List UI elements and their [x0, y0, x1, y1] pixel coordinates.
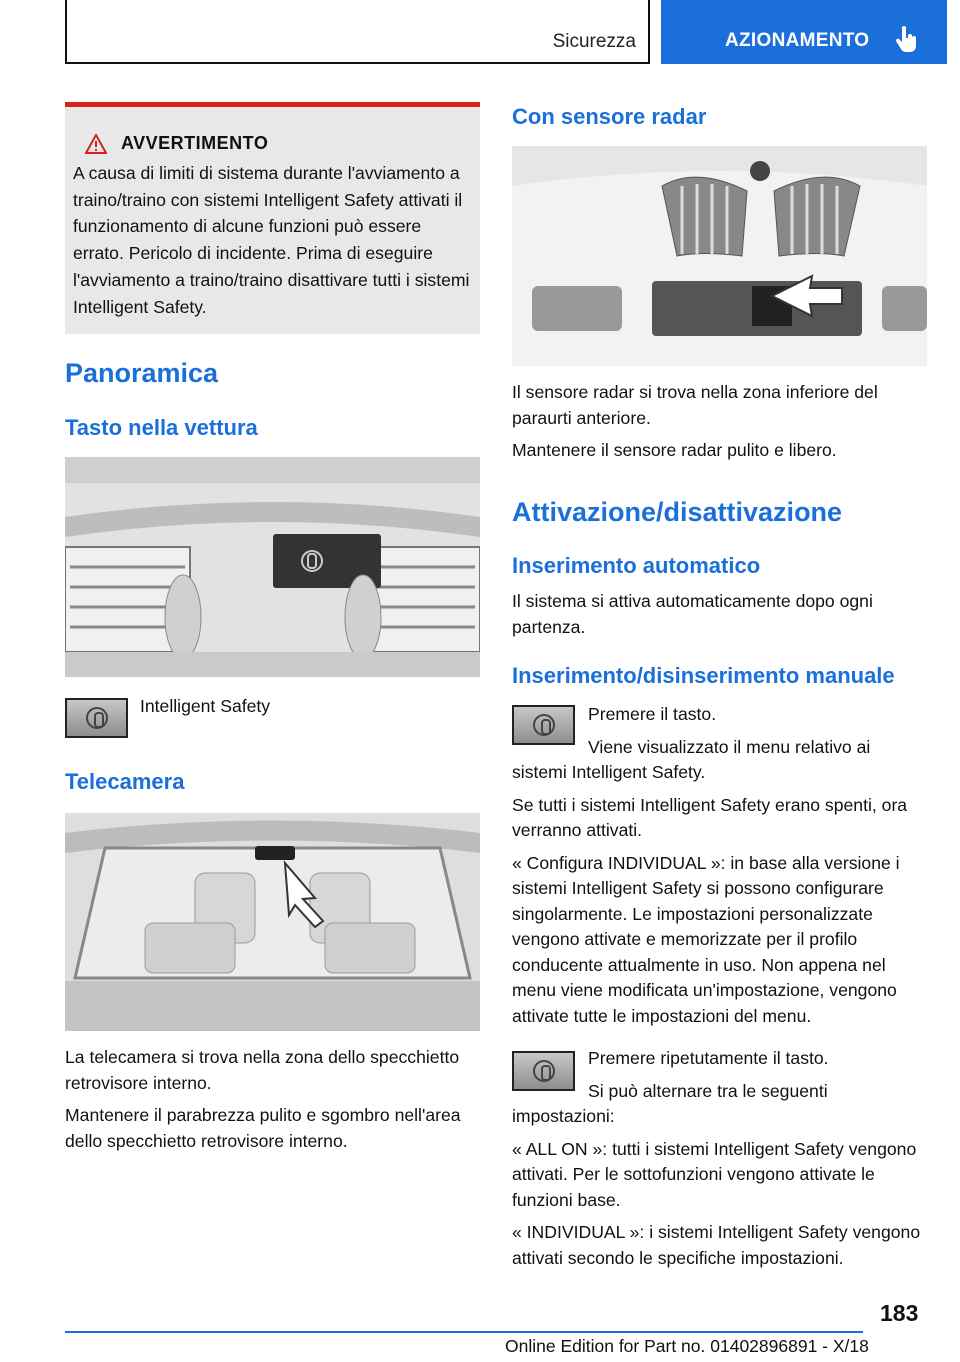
- warning-title: AVVERTIMENTO: [121, 133, 269, 153]
- camera-paragraph-2: Mantenere il parabrezza pulito e sgombro nell'area dello specchietto retrovisore interno.: [65, 1105, 461, 1151]
- camera-paragraph-1: La telecamera si trova nella zona dello specchietto retrovisore interno.: [65, 1047, 460, 1093]
- button-label: Intelligent Safety: [140, 696, 271, 716]
- camera-description: [65, 1045, 480, 1161]
- radar-paragraph-2: Mantenere il sensore radar pulito e libero.: [512, 440, 837, 460]
- warning-text: A causa di limiti di sistema durante l'avviamento a traino/traino con sistemi Intelligent Safety attivati il funzionamento di alcune funzioni può essere errato. Pericolo di incidente. Prima di eseguire l'avviamento a traino/traino disattivare tutti i sistemi Intelligent Safety.: [73, 163, 470, 317]
- auto-paragraph: Il sistema si attiva automaticamente dopo ogni partenza.: [512, 591, 873, 637]
- heading-radar: Con sensore radar: [512, 104, 707, 129]
- header-chapter-tab: [661, 0, 947, 64]
- heading-button-in-vehicle: Tasto nella vettura: [65, 415, 258, 440]
- heading-auto: Inserimento automatico: [512, 553, 761, 578]
- warning-box: [65, 102, 480, 334]
- repeat-alternate: Si può alternare tra le seguenti impostazioni:: [512, 1080, 828, 1126]
- radar-description: [512, 380, 927, 471]
- manual-press: Premere il tasto.: [588, 704, 717, 724]
- heading-overview: Panoramica: [65, 358, 219, 388]
- header-section: Sicurezza: [552, 31, 636, 52]
- warning-triangle-icon: [85, 134, 107, 154]
- dashboard-button-image: [65, 457, 480, 677]
- manual-menu: Viene visualizzato il menu relativo ai sistemi Intelligent Safety.: [512, 736, 871, 782]
- manual-paragraph-3: « Configura INDIVIDUAL »: in base alla versione i sistemi Intelligent Safety si possono configurare singolarmente. Le impostazioni personalizzate vengono attivate e memorizzate per il profilo conducente attualmente in uso. Non appena nel menu viene modificata un'impostazione, vengono attivate tutte le impostazioni del menu.: [512, 852, 900, 1026]
- footer-divider: [65, 1331, 863, 1333]
- repeat-section: [512, 1046, 927, 1278]
- pointing-hand-icon: [895, 26, 919, 54]
- heading-manual: Inserimento/disinserimento manuale: [512, 663, 895, 688]
- repeat-press: Premere ripetutamente il tasto.: [588, 1048, 829, 1068]
- manual-paragraph-2: Se tutti i sistemi Intelligent Safety erano spenti, ora verranno attivati.: [512, 794, 908, 840]
- radar-paragraph-1: Il sensore radar si trova nella zona inferiore del paraurti anteriore.: [512, 382, 878, 428]
- header-chapter: AZIONAMENTO: [725, 30, 870, 51]
- heading-activation: Attivazione/disattivazione: [512, 497, 843, 527]
- intelligent-safety-button-icon: [65, 698, 128, 738]
- manual-section: [512, 702, 927, 1036]
- radar-bumper-image: [512, 146, 927, 366]
- individual-option: « INDIVIDUAL »: i sistemi Intelligent Safety vengono attivati secondo le specifiche impostazioni.: [512, 1222, 921, 1268]
- heading-camera: Telecamera: [65, 769, 185, 794]
- footer-edition: Online Edition for Part no. 01402896891 - X/18: [505, 1336, 869, 1356]
- all-on-option: « ALL ON »: tutti i sistemi Intelligent Safety vengono attivati. Per le sottofunzioni vengono attivate le funzioni base.: [512, 1138, 917, 1210]
- camera-windshield-image: [65, 813, 480, 1031]
- page-number: 183: [880, 1300, 919, 1326]
- header-section-tab: [65, 0, 650, 64]
